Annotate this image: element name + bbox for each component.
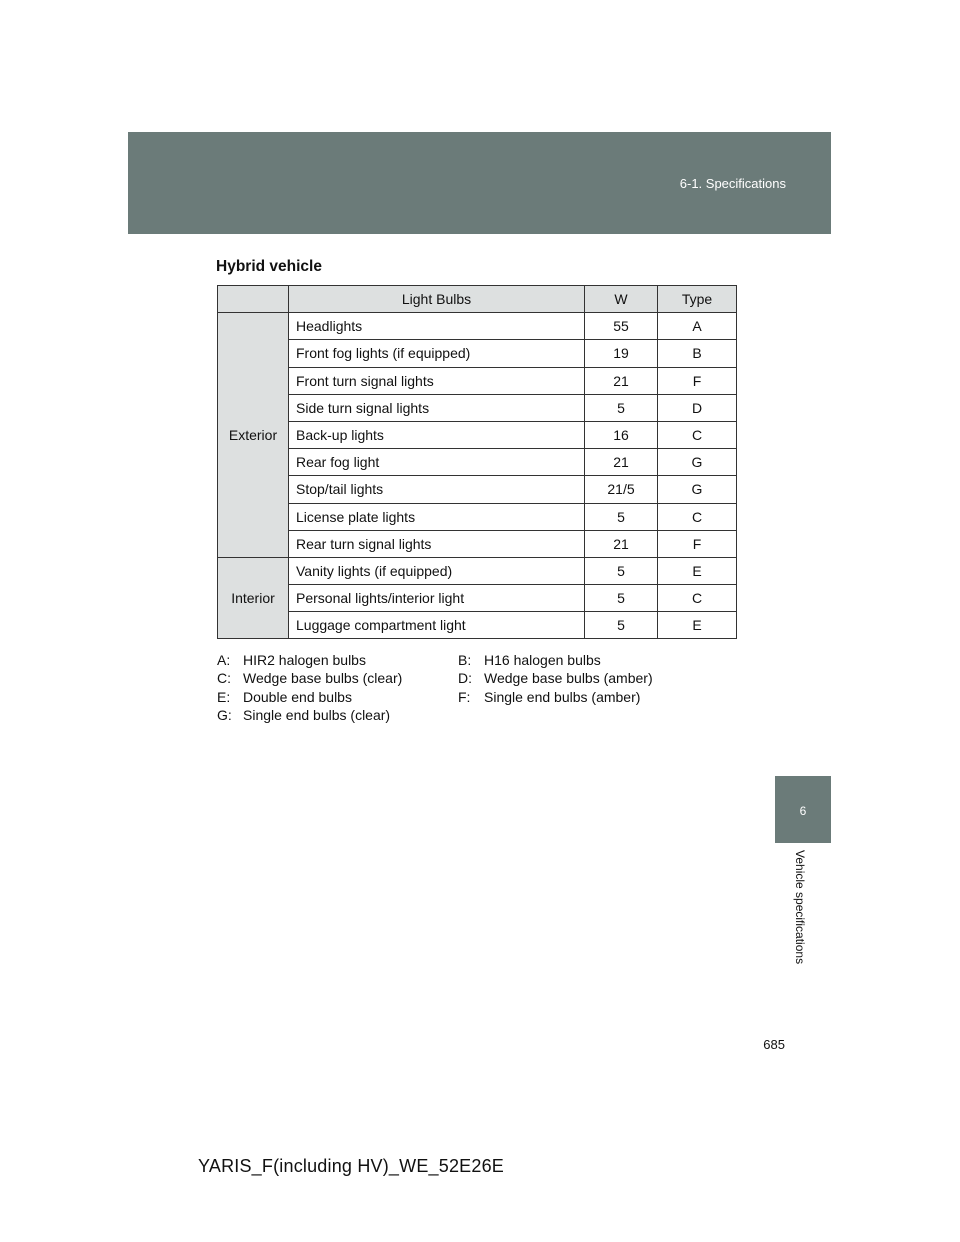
table-row xyxy=(218,585,737,612)
bulb-name: Back-up lights xyxy=(289,421,585,448)
table-row xyxy=(218,449,737,476)
table-row xyxy=(218,421,737,448)
header-type: Type xyxy=(658,286,737,313)
bulb-type: C xyxy=(658,585,737,612)
bulb-watts: 5 xyxy=(585,394,658,421)
bulb-type: D xyxy=(658,394,737,421)
bulb-type: G xyxy=(658,476,737,503)
legend-text: Wedge base bulbs (amber) xyxy=(484,670,653,687)
bulb-type: E xyxy=(658,557,737,584)
legend-item xyxy=(217,651,458,669)
header-section-title: 6-1. Specifications xyxy=(679,176,786,191)
bulb-watts: 19 xyxy=(585,340,658,367)
table-row xyxy=(218,503,737,530)
document-footer: YARIS_F(including HV)_WE_52E26E xyxy=(198,1156,505,1176)
legend-key: E: xyxy=(217,688,231,705)
legend-row xyxy=(217,706,699,724)
bulb-name: License plate lights xyxy=(289,503,585,530)
legend-text: HIR2 halogen bulbs xyxy=(243,652,366,668)
header-band xyxy=(128,132,831,234)
bulb-watts: 55 xyxy=(585,313,658,340)
legend-key: B: xyxy=(458,652,472,668)
table-row xyxy=(218,476,737,503)
legend-item xyxy=(458,688,699,706)
table-row xyxy=(218,313,737,340)
bulb-watts: 16 xyxy=(585,421,658,448)
bulb-name: Front fog lights (if equipped) xyxy=(289,340,585,367)
bulb-watts: 21 xyxy=(585,530,658,557)
bulb-watts: 21 xyxy=(585,449,658,476)
bulb-type-legend xyxy=(217,651,699,724)
bulb-watts: 21 xyxy=(585,367,658,394)
bulb-name: Rear fog light xyxy=(289,449,585,476)
bulb-name: Headlights xyxy=(289,313,585,340)
legend-item xyxy=(458,669,699,687)
bulb-type: E xyxy=(658,612,737,639)
legend-text: Single end bulbs (amber) xyxy=(484,688,641,705)
bulb-name: Vanity lights (if equipped) xyxy=(289,557,585,584)
legend-key: G: xyxy=(217,706,232,723)
bulb-watts: 21/5 xyxy=(585,476,658,503)
bulb-name: Personal lights/interior light xyxy=(289,585,585,612)
table-row xyxy=(218,394,737,421)
page-number: 685 xyxy=(763,1037,785,1052)
bulb-type: C xyxy=(658,421,737,448)
bulb-name: Stop/tail lights xyxy=(289,476,585,503)
bulb-name: Front turn signal lights xyxy=(289,367,585,394)
legend-key: F: xyxy=(458,688,471,705)
light-bulbs-table xyxy=(217,285,737,639)
bulb-type: F xyxy=(658,530,737,557)
bulb-name: Rear turn signal lights xyxy=(289,530,585,557)
legend-text: Wedge base bulbs (clear) xyxy=(243,670,403,687)
group-exterior: Exterior xyxy=(218,313,289,558)
bulb-watts: 5 xyxy=(585,585,658,612)
legend-key: A: xyxy=(217,652,231,668)
legend-row xyxy=(217,651,699,669)
legend-text: H16 halogen bulbs xyxy=(484,652,601,668)
group-interior: Interior xyxy=(218,557,289,639)
chapter-number: 6 xyxy=(799,804,807,818)
bulb-watts: 5 xyxy=(585,503,658,530)
legend-item xyxy=(217,688,458,706)
table-header-row xyxy=(218,286,737,313)
legend-key: C: xyxy=(217,670,231,687)
chapter-label: Vehicle specifications xyxy=(793,850,807,965)
bulb-type: G xyxy=(658,449,737,476)
section-title: Hybrid vehicle xyxy=(216,258,322,275)
bulb-name: Luggage compartment light xyxy=(289,612,585,639)
legend-item xyxy=(217,669,458,687)
bulb-watts: 5 xyxy=(585,557,658,584)
legend-row xyxy=(217,688,699,706)
legend-key: D: xyxy=(458,670,472,687)
bulb-watts: 5 xyxy=(585,612,658,639)
header-empty-cell xyxy=(218,286,289,313)
legend-text: Single end bulbs (clear) xyxy=(243,706,391,723)
table-row xyxy=(218,612,737,639)
table-row xyxy=(218,530,737,557)
legend-item xyxy=(217,706,458,724)
header-light-bulbs: Light Bulbs xyxy=(289,286,585,313)
header-w: W xyxy=(585,286,658,313)
table-row xyxy=(218,340,737,367)
legend-text: Double end bulbs xyxy=(243,688,352,705)
legend-row xyxy=(217,669,699,687)
bulb-type: B xyxy=(658,340,737,367)
table-row xyxy=(218,557,737,584)
bulb-type: F xyxy=(658,367,737,394)
bulb-name: Side turn signal lights xyxy=(289,394,585,421)
chapter-tab xyxy=(775,776,831,843)
table-row xyxy=(218,367,737,394)
bulb-type: C xyxy=(658,503,737,530)
bulb-type: A xyxy=(658,313,737,340)
legend-item xyxy=(458,651,699,669)
